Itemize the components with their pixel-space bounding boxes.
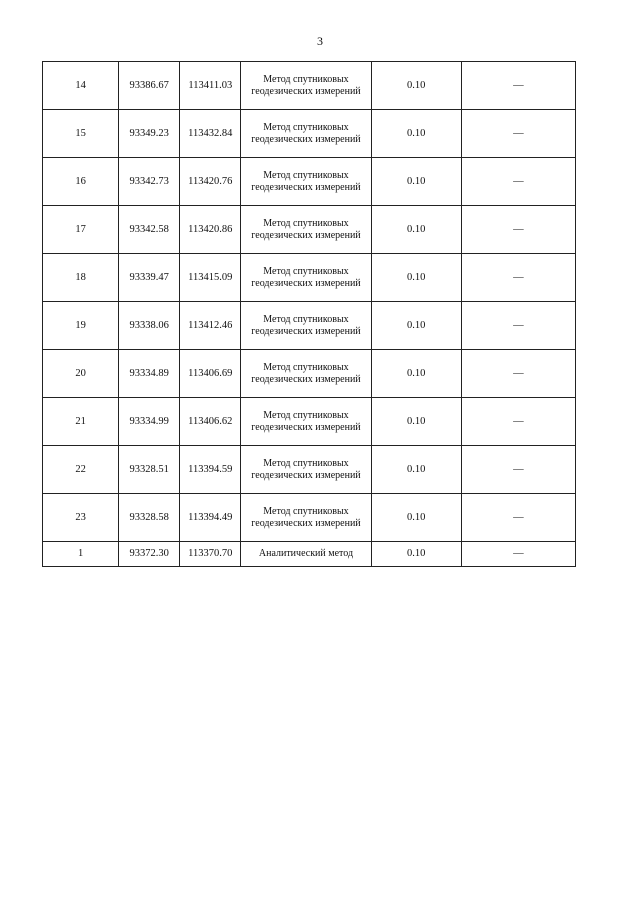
method-text: Метод спутниковых геодезических измерений xyxy=(251,217,361,241)
y-coordinate-cell: 113412.46 xyxy=(180,302,241,350)
table-row xyxy=(43,302,576,350)
method-text: Метод спутниковых геодезических измерений xyxy=(251,457,361,481)
x-coordinate-cell: 93342.58 xyxy=(119,206,180,254)
method-text: Метод спутниковых геодезических измерений xyxy=(251,409,361,433)
method-cell xyxy=(241,110,371,158)
method-cell xyxy=(241,254,371,302)
accuracy-cell: 0.10 xyxy=(371,62,461,110)
method-text: Метод спутниковых геодезических измерений xyxy=(251,169,361,193)
description-cell: — xyxy=(461,542,575,567)
table-row xyxy=(43,254,576,302)
x-coordinate-cell: 93339.47 xyxy=(119,254,180,302)
y-coordinate-cell: 113420.86 xyxy=(180,206,241,254)
method-cell xyxy=(241,62,371,110)
table-row xyxy=(43,542,576,567)
y-coordinate-cell: 113406.62 xyxy=(180,398,241,446)
description-cell: — xyxy=(461,254,575,302)
description-cell: — xyxy=(461,158,575,206)
y-coordinate-cell: 113411.03 xyxy=(180,62,241,110)
x-coordinate-cell: 93328.51 xyxy=(119,446,180,494)
accuracy-cell: 0.10 xyxy=(371,110,461,158)
point-number-cell: 14 xyxy=(43,62,119,110)
method-text: Метод спутниковых геодезических измерений xyxy=(251,265,361,289)
table-row xyxy=(43,158,576,206)
y-coordinate-cell: 113406.69 xyxy=(180,350,241,398)
method-cell xyxy=(241,446,371,494)
point-number-cell: 16 xyxy=(43,158,119,206)
accuracy-cell: 0.10 xyxy=(371,350,461,398)
accuracy-cell: 0.10 xyxy=(371,542,461,567)
x-coordinate-cell: 93334.89 xyxy=(119,350,180,398)
description-cell: — xyxy=(461,110,575,158)
x-coordinate-cell: 93328.58 xyxy=(119,494,180,542)
method-cell xyxy=(241,494,371,542)
method-text: Метод спутниковых геодезических измерений xyxy=(251,313,361,337)
table-row xyxy=(43,350,576,398)
point-number-cell: 23 xyxy=(43,494,119,542)
table-row xyxy=(43,494,576,542)
accuracy-cell: 0.10 xyxy=(371,206,461,254)
table-row xyxy=(43,110,576,158)
description-cell: — xyxy=(461,302,575,350)
method-cell xyxy=(241,542,371,567)
description-cell: — xyxy=(461,350,575,398)
method-text: Аналитический метод xyxy=(258,548,354,559)
table-row xyxy=(43,206,576,254)
method-cell xyxy=(241,398,371,446)
method-text: Метод спутниковых геодезических измерений xyxy=(251,361,361,385)
description-cell: — xyxy=(461,494,575,542)
y-coordinate-cell: 113394.49 xyxy=(180,494,241,542)
accuracy-cell: 0.10 xyxy=(371,302,461,350)
point-number-cell: 15 xyxy=(43,110,119,158)
x-coordinate-cell: 93334.99 xyxy=(119,398,180,446)
coordinates-table-body xyxy=(43,62,576,567)
x-coordinate-cell: 93386.67 xyxy=(119,62,180,110)
method-cell xyxy=(241,158,371,206)
y-coordinate-cell: 113394.59 xyxy=(180,446,241,494)
point-number-cell: 18 xyxy=(43,254,119,302)
description-cell: — xyxy=(461,446,575,494)
description-cell: — xyxy=(461,62,575,110)
accuracy-cell: 0.10 xyxy=(371,494,461,542)
point-number-cell: 21 xyxy=(43,398,119,446)
x-coordinate-cell: 93342.73 xyxy=(119,158,180,206)
method-text: Метод спутниковых геодезических измерений xyxy=(251,505,361,529)
accuracy-cell: 0.10 xyxy=(371,398,461,446)
method-cell xyxy=(241,206,371,254)
table-row xyxy=(43,398,576,446)
point-number-cell: 22 xyxy=(43,446,119,494)
y-coordinate-cell: 113432.84 xyxy=(180,110,241,158)
page-number: 3 xyxy=(317,34,323,48)
table-row xyxy=(43,62,576,110)
accuracy-cell: 0.10 xyxy=(371,158,461,206)
y-coordinate-cell: 113370.70 xyxy=(180,542,241,567)
accuracy-cell: 0.10 xyxy=(371,254,461,302)
description-cell: — xyxy=(461,398,575,446)
y-coordinate-cell: 113420.76 xyxy=(180,158,241,206)
point-number-cell: 17 xyxy=(43,206,119,254)
x-coordinate-cell: 93349.23 xyxy=(119,110,180,158)
accuracy-cell: 0.10 xyxy=(371,446,461,494)
method-cell xyxy=(241,350,371,398)
point-number-cell: 1 xyxy=(43,542,119,567)
x-coordinate-cell: 93372.30 xyxy=(119,542,180,567)
point-number-cell: 20 xyxy=(43,350,119,398)
y-coordinate-cell: 113415.09 xyxy=(180,254,241,302)
table-row xyxy=(43,446,576,494)
method-text: Метод спутниковых геодезических измерений xyxy=(251,73,361,97)
x-coordinate-cell: 93338.06 xyxy=(119,302,180,350)
coordinates-table xyxy=(42,61,576,567)
method-cell xyxy=(241,302,371,350)
point-number-cell: 19 xyxy=(43,302,119,350)
method-text: Метод спутниковых геодезических измерений xyxy=(251,121,361,145)
description-cell: — xyxy=(461,206,575,254)
